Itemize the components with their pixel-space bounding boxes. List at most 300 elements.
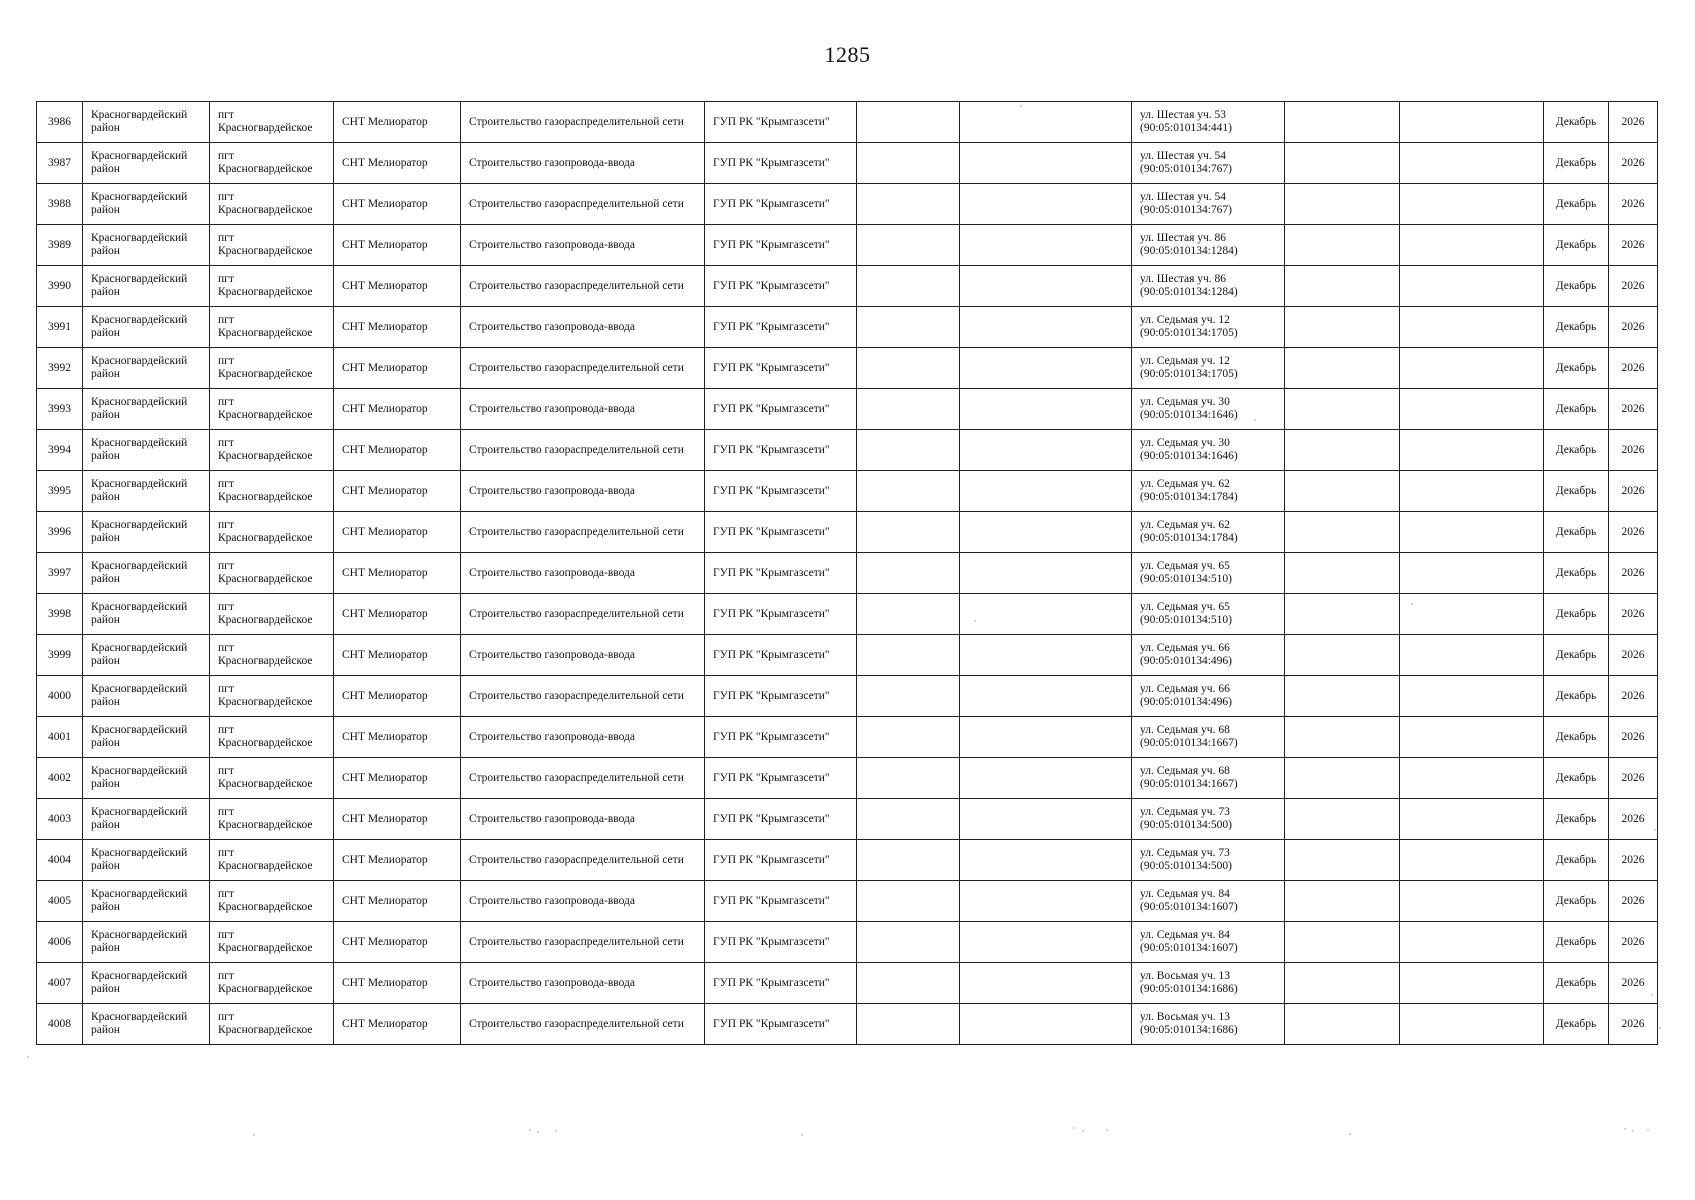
empty-cell xyxy=(857,963,960,1004)
settlement-cell: пгт Красногвардейское xyxy=(210,594,334,635)
year-cell: 2026 xyxy=(1609,799,1658,840)
empty-cell xyxy=(1285,225,1400,266)
page-number: 1285 xyxy=(824,42,871,67)
empty-cell xyxy=(857,307,960,348)
row-number: 4000 xyxy=(37,676,83,717)
district-cell: Красногвардейский район xyxy=(83,102,210,143)
empty-cell xyxy=(1285,512,1400,553)
month-cell: Декабрь xyxy=(1544,676,1609,717)
snt-cell: СНТ Мелиоратор xyxy=(334,1004,461,1045)
empty-cell xyxy=(1400,758,1544,799)
address-cell: ул. Седьмая уч. 62 (90:05:010134:1784) xyxy=(1132,512,1285,553)
empty-cell xyxy=(1400,963,1544,1004)
empty-cell xyxy=(960,758,1132,799)
settlement-cell: пгт Красногвардейское xyxy=(210,184,334,225)
table-row xyxy=(37,1004,1658,1045)
empty-cell xyxy=(1285,553,1400,594)
settlement-cell: пгт Красногвардейское xyxy=(210,676,334,717)
table-row xyxy=(37,389,1658,430)
snt-cell: СНТ Мелиоратор xyxy=(334,963,461,1004)
table-row xyxy=(37,184,1658,225)
empty-cell xyxy=(857,758,960,799)
month-cell: Декабрь xyxy=(1544,922,1609,963)
row-number: 3998 xyxy=(37,594,83,635)
month-cell: Декабрь xyxy=(1544,471,1609,512)
empty-cell xyxy=(1285,922,1400,963)
settlement-cell: пгт Красногвардейское xyxy=(210,1004,334,1045)
work-type-cell: Строительство газораспределительной сети xyxy=(461,758,705,799)
empty-cell xyxy=(1400,1004,1544,1045)
row-number: 3994 xyxy=(37,430,83,471)
row-number: 3999 xyxy=(37,635,83,676)
settlement-cell: пгт Красногвардейское xyxy=(210,635,334,676)
empty-cell xyxy=(857,225,960,266)
empty-cell xyxy=(857,717,960,758)
empty-cell xyxy=(1285,758,1400,799)
settlement-cell: пгт Красногвардейское xyxy=(210,512,334,553)
empty-cell xyxy=(1400,225,1544,266)
empty-cell xyxy=(1400,430,1544,471)
empty-cell xyxy=(857,840,960,881)
table-row xyxy=(37,881,1658,922)
row-number: 3993 xyxy=(37,389,83,430)
settlement-cell: пгт Красногвардейское xyxy=(210,102,334,143)
settlement-cell: пгт Красногвардейское xyxy=(210,471,334,512)
district-cell: Красногвардейский район xyxy=(83,184,210,225)
settlement-cell: пгт Красногвардейское xyxy=(210,348,334,389)
work-type-cell: Строительство газопровода-ввода xyxy=(461,471,705,512)
empty-cell xyxy=(960,348,1132,389)
empty-cell xyxy=(1285,594,1400,635)
work-type-cell: Строительство газораспределительной сети xyxy=(461,266,705,307)
work-type-cell: Строительство газораспределительной сети xyxy=(461,1004,705,1045)
year-cell: 2026 xyxy=(1609,840,1658,881)
row-number: 4005 xyxy=(37,881,83,922)
empty-cell xyxy=(960,799,1132,840)
empty-cell xyxy=(857,881,960,922)
work-type-cell: Строительство газопровода-ввода xyxy=(461,881,705,922)
address-cell: ул. Седьмая уч. 62 (90:05:010134:1784) xyxy=(1132,471,1285,512)
settlement-cell: пгт Красногвардейское xyxy=(210,389,334,430)
month-cell: Декабрь xyxy=(1544,553,1609,594)
address-cell: ул. Седьмая уч. 30 (90:05:010134:1646) xyxy=(1132,389,1285,430)
empty-cell xyxy=(960,553,1132,594)
empty-cell xyxy=(1400,307,1544,348)
empty-cell xyxy=(960,676,1132,717)
table-row xyxy=(37,512,1658,553)
empty-cell xyxy=(1285,840,1400,881)
settlement-cell: пгт Красногвардейское xyxy=(210,266,334,307)
table-row xyxy=(37,471,1658,512)
table-row xyxy=(37,676,1658,717)
empty-cell xyxy=(1400,717,1544,758)
month-cell: Декабрь xyxy=(1544,881,1609,922)
snt-cell: СНТ Мелиоратор xyxy=(334,512,461,553)
settlement-cell: пгт Красногвардейское xyxy=(210,717,334,758)
table-row xyxy=(37,102,1658,143)
settlement-cell: пгт Красногвардейское xyxy=(210,553,334,594)
address-cell: ул. Седьмая уч. 66 (90:05:010134:496) xyxy=(1132,635,1285,676)
organization-cell: ГУП РК "Крымгазсети" xyxy=(705,102,857,143)
address-cell: ул. Седьмая уч. 65 (90:05:010134:510) xyxy=(1132,594,1285,635)
district-cell: Красногвардейский район xyxy=(83,758,210,799)
month-cell: Декабрь xyxy=(1544,307,1609,348)
empty-cell xyxy=(1285,430,1400,471)
row-number: 3991 xyxy=(37,307,83,348)
district-cell: Красногвардейский район xyxy=(83,143,210,184)
year-cell: 2026 xyxy=(1609,594,1658,635)
work-type-cell: Строительство газораспределительной сети xyxy=(461,594,705,635)
empty-cell xyxy=(1285,184,1400,225)
month-cell: Декабрь xyxy=(1544,184,1609,225)
settlement-cell: пгт Красногвардейское xyxy=(210,840,334,881)
table-row xyxy=(37,307,1658,348)
year-cell: 2026 xyxy=(1609,676,1658,717)
empty-cell xyxy=(960,922,1132,963)
empty-cell xyxy=(960,963,1132,1004)
work-type-cell: Строительство газораспределительной сети xyxy=(461,676,705,717)
empty-cell xyxy=(857,102,960,143)
district-cell: Красногвардейский район xyxy=(83,635,210,676)
row-number: 3990 xyxy=(37,266,83,307)
work-type-cell: Строительство газораспределительной сети xyxy=(461,348,705,389)
district-cell: Красногвардейский район xyxy=(83,553,210,594)
settlement-cell: пгт Красногвардейское xyxy=(210,881,334,922)
work-type-cell: Строительство газопровода-ввода xyxy=(461,553,705,594)
row-number: 4007 xyxy=(37,963,83,1004)
row-number: 3989 xyxy=(37,225,83,266)
address-cell: ул. Шестая уч. 54 (90:05:010134:767) xyxy=(1132,143,1285,184)
table-row xyxy=(37,635,1658,676)
year-cell: 2026 xyxy=(1609,512,1658,553)
empty-cell xyxy=(857,922,960,963)
month-cell: Декабрь xyxy=(1544,594,1609,635)
address-cell: ул. Шестая уч. 86 (90:05:010134:1284) xyxy=(1132,225,1285,266)
empty-cell xyxy=(1285,266,1400,307)
address-cell: ул. Шестая уч. 86 (90:05:010134:1284) xyxy=(1132,266,1285,307)
work-type-cell: Строительство газопровода-ввода xyxy=(461,225,705,266)
table-row xyxy=(37,799,1658,840)
district-cell: Красногвардейский район xyxy=(83,922,210,963)
year-cell: 2026 xyxy=(1609,1004,1658,1045)
empty-cell xyxy=(960,307,1132,348)
empty-cell xyxy=(857,512,960,553)
row-number: 4003 xyxy=(37,799,83,840)
year-cell: 2026 xyxy=(1609,717,1658,758)
organization-cell: ГУП РК "Крымгазсети" xyxy=(705,430,857,471)
month-cell: Декабрь xyxy=(1544,840,1609,881)
empty-cell xyxy=(1285,635,1400,676)
year-cell: 2026 xyxy=(1609,430,1658,471)
empty-cell xyxy=(960,594,1132,635)
empty-cell xyxy=(960,717,1132,758)
organization-cell: ГУП РК "Крымгазсети" xyxy=(705,553,857,594)
snt-cell: СНТ Мелиоратор xyxy=(334,758,461,799)
address-cell: ул. Седьмая уч. 68 (90:05:010134:1667) xyxy=(1132,758,1285,799)
empty-cell xyxy=(960,1004,1132,1045)
snt-cell: СНТ Мелиоратор xyxy=(334,553,461,594)
snt-cell: СНТ Мелиоратор xyxy=(334,389,461,430)
month-cell: Декабрь xyxy=(1544,512,1609,553)
snt-cell: СНТ Мелиоратор xyxy=(334,881,461,922)
row-number: 3987 xyxy=(37,143,83,184)
organization-cell: ГУП РК "Крымгазсети" xyxy=(705,635,857,676)
district-cell: Красногвардейский район xyxy=(83,389,210,430)
organization-cell: ГУП РК "Крымгазсети" xyxy=(705,512,857,553)
snt-cell: СНТ Мелиоратор xyxy=(334,143,461,184)
empty-cell xyxy=(960,430,1132,471)
empty-cell xyxy=(857,430,960,471)
empty-cell xyxy=(857,143,960,184)
row-number: 4008 xyxy=(37,1004,83,1045)
table-row xyxy=(37,430,1658,471)
work-type-cell: Строительство газопровода-ввода xyxy=(461,799,705,840)
year-cell: 2026 xyxy=(1609,348,1658,389)
empty-cell xyxy=(1285,963,1400,1004)
snt-cell: СНТ Мелиоратор xyxy=(334,430,461,471)
row-number: 3986 xyxy=(37,102,83,143)
empty-cell xyxy=(960,389,1132,430)
settlement-cell: пгт Красногвардейское xyxy=(210,307,334,348)
table-row xyxy=(37,225,1658,266)
empty-cell xyxy=(1400,266,1544,307)
work-type-cell: Строительство газораспределительной сети xyxy=(461,512,705,553)
address-cell: ул. Седьмая уч. 66 (90:05:010134:496) xyxy=(1132,676,1285,717)
organization-cell: ГУП РК "Крымгазсети" xyxy=(705,758,857,799)
snt-cell: СНТ Мелиоратор xyxy=(334,225,461,266)
empty-cell xyxy=(960,840,1132,881)
month-cell: Декабрь xyxy=(1544,1004,1609,1045)
snt-cell: СНТ Мелиоратор xyxy=(334,717,461,758)
empty-cell xyxy=(1400,471,1544,512)
address-cell: ул. Седьмая уч. 68 (90:05:010134:1667) xyxy=(1132,717,1285,758)
year-cell: 2026 xyxy=(1609,184,1658,225)
table-row xyxy=(37,553,1658,594)
settlement-cell: пгт Красногвардейское xyxy=(210,430,334,471)
snt-cell: СНТ Мелиоратор xyxy=(334,676,461,717)
work-type-cell: Строительство газораспределительной сети xyxy=(461,184,705,225)
settlement-cell: пгт Красногвардейское xyxy=(210,922,334,963)
work-type-cell: Строительство газопровода-ввода xyxy=(461,963,705,1004)
work-type-cell: Строительство газораспределительной сети xyxy=(461,102,705,143)
table-row xyxy=(37,594,1658,635)
table-row xyxy=(37,348,1658,389)
registry-table xyxy=(36,101,1658,1045)
empty-cell xyxy=(1400,922,1544,963)
organization-cell: ГУП РК "Крымгазсети" xyxy=(705,389,857,430)
table-row xyxy=(37,717,1658,758)
month-cell: Декабрь xyxy=(1544,717,1609,758)
organization-cell: ГУП РК "Крымгазсети" xyxy=(705,799,857,840)
empty-cell xyxy=(1400,676,1544,717)
year-cell: 2026 xyxy=(1609,143,1658,184)
table-row xyxy=(37,922,1658,963)
row-number: 3997 xyxy=(37,553,83,594)
table-row xyxy=(37,963,1658,1004)
year-cell: 2026 xyxy=(1609,553,1658,594)
month-cell: Декабрь xyxy=(1544,758,1609,799)
work-type-cell: Строительство газопровода-ввода xyxy=(461,635,705,676)
snt-cell: СНТ Мелиоратор xyxy=(334,348,461,389)
empty-cell xyxy=(1285,143,1400,184)
snt-cell: СНТ Мелиоратор xyxy=(334,922,461,963)
empty-cell xyxy=(960,512,1132,553)
district-cell: Красногвардейский район xyxy=(83,471,210,512)
empty-cell xyxy=(1400,553,1544,594)
empty-cell xyxy=(1285,348,1400,389)
empty-cell xyxy=(960,184,1132,225)
organization-cell: ГУП РК "Крымгазсети" xyxy=(705,881,857,922)
empty-cell xyxy=(857,266,960,307)
district-cell: Красногвардейский район xyxy=(83,840,210,881)
empty-cell xyxy=(960,881,1132,922)
row-number: 4001 xyxy=(37,717,83,758)
district-cell: Красногвардейский район xyxy=(83,225,210,266)
district-cell: Красногвардейский район xyxy=(83,430,210,471)
empty-cell xyxy=(857,471,960,512)
table-row xyxy=(37,266,1658,307)
row-number: 4006 xyxy=(37,922,83,963)
month-cell: Декабрь xyxy=(1544,102,1609,143)
year-cell: 2026 xyxy=(1609,102,1658,143)
month-cell: Декабрь xyxy=(1544,348,1609,389)
year-cell: 2026 xyxy=(1609,307,1658,348)
address-cell: ул. Восьмая уч. 13 (90:05:010134:1686) xyxy=(1132,963,1285,1004)
snt-cell: СНТ Мелиоратор xyxy=(334,840,461,881)
empty-cell xyxy=(857,348,960,389)
snt-cell: СНТ Мелиоратор xyxy=(334,102,461,143)
organization-cell: ГУП РК "Крымгазсети" xyxy=(705,471,857,512)
empty-cell xyxy=(1400,348,1544,389)
empty-cell xyxy=(857,389,960,430)
district-cell: Красногвардейский район xyxy=(83,307,210,348)
address-cell: ул. Седьмая уч. 30 (90:05:010134:1646) xyxy=(1132,430,1285,471)
district-cell: Красногвардейский район xyxy=(83,676,210,717)
empty-cell xyxy=(857,635,960,676)
district-cell: Красногвардейский район xyxy=(83,348,210,389)
organization-cell: ГУП РК "Крымгазсети" xyxy=(705,225,857,266)
year-cell: 2026 xyxy=(1609,635,1658,676)
month-cell: Декабрь xyxy=(1544,266,1609,307)
empty-cell xyxy=(1285,799,1400,840)
address-cell: ул. Седьмая уч. 84 (90:05:010134:1607) xyxy=(1132,881,1285,922)
year-cell: 2026 xyxy=(1609,758,1658,799)
month-cell: Декабрь xyxy=(1544,635,1609,676)
district-cell: Красногвардейский район xyxy=(83,266,210,307)
snt-cell: СНТ Мелиоратор xyxy=(334,471,461,512)
month-cell: Декабрь xyxy=(1544,799,1609,840)
organization-cell: ГУП РК "Крымгазсети" xyxy=(705,1004,857,1045)
row-number: 4002 xyxy=(37,758,83,799)
empty-cell xyxy=(1400,799,1544,840)
table-row xyxy=(37,143,1658,184)
district-cell: Красногвардейский район xyxy=(83,1004,210,1045)
organization-cell: ГУП РК "Крымгазсети" xyxy=(705,840,857,881)
row-number: 3996 xyxy=(37,512,83,553)
organization-cell: ГУП РК "Крымгазсети" xyxy=(705,594,857,635)
empty-cell xyxy=(960,225,1132,266)
district-cell: Красногвардейский район xyxy=(83,717,210,758)
table-row xyxy=(37,758,1658,799)
snt-cell: СНТ Мелиоратор xyxy=(334,594,461,635)
month-cell: Декабрь xyxy=(1544,430,1609,471)
address-cell: ул. Седьмая уч. 73 (90:05:010134:500) xyxy=(1132,840,1285,881)
district-cell: Красногвардейский район xyxy=(83,799,210,840)
empty-cell xyxy=(1285,307,1400,348)
table-row xyxy=(37,840,1658,881)
settlement-cell: пгт Красногвардейское xyxy=(210,799,334,840)
snt-cell: СНТ Мелиоратор xyxy=(334,184,461,225)
month-cell: Декабрь xyxy=(1544,143,1609,184)
month-cell: Декабрь xyxy=(1544,225,1609,266)
empty-cell xyxy=(960,102,1132,143)
address-cell: ул. Седьмая уч. 12 (90:05:010134:1705) xyxy=(1132,307,1285,348)
row-number: 3992 xyxy=(37,348,83,389)
empty-cell xyxy=(1285,389,1400,430)
address-cell: ул. Седьмая уч. 84 (90:05:010134:1607) xyxy=(1132,922,1285,963)
empty-cell xyxy=(960,143,1132,184)
settlement-cell: пгт Красногвардейское xyxy=(210,143,334,184)
empty-cell xyxy=(857,1004,960,1045)
row-number: 3988 xyxy=(37,184,83,225)
empty-cell xyxy=(1285,471,1400,512)
empty-cell xyxy=(1285,717,1400,758)
organization-cell: ГУП РК "Крымгазсети" xyxy=(705,348,857,389)
address-cell: ул. Седьмая уч. 73 (90:05:010134:500) xyxy=(1132,799,1285,840)
year-cell: 2026 xyxy=(1609,881,1658,922)
empty-cell xyxy=(1285,102,1400,143)
organization-cell: ГУП РК "Крымгазсети" xyxy=(705,963,857,1004)
year-cell: 2026 xyxy=(1609,389,1658,430)
empty-cell xyxy=(1285,676,1400,717)
empty-cell xyxy=(1400,143,1544,184)
address-cell: ул. Шестая уч. 53 (90:05:010134:441) xyxy=(1132,102,1285,143)
year-cell: 2026 xyxy=(1609,922,1658,963)
settlement-cell: пгт Красногвардейское xyxy=(210,225,334,266)
empty-cell xyxy=(857,553,960,594)
work-type-cell: Строительство газопровода-ввода xyxy=(461,717,705,758)
empty-cell xyxy=(1400,635,1544,676)
address-cell: ул. Шестая уч. 54 (90:05:010134:767) xyxy=(1132,184,1285,225)
empty-cell xyxy=(960,471,1132,512)
district-cell: Красногвардейский район xyxy=(83,881,210,922)
empty-cell xyxy=(1400,184,1544,225)
empty-cell xyxy=(1400,102,1544,143)
organization-cell: ГУП РК "Крымгазсети" xyxy=(705,143,857,184)
snt-cell: СНТ Мелиоратор xyxy=(334,635,461,676)
year-cell: 2026 xyxy=(1609,266,1658,307)
work-type-cell: Строительство газораспределительной сети xyxy=(461,922,705,963)
organization-cell: ГУП РК "Крымгазсети" xyxy=(705,922,857,963)
address-cell: ул. Седьмая уч. 65 (90:05:010134:510) xyxy=(1132,553,1285,594)
district-cell: Красногвардейский район xyxy=(83,963,210,1004)
year-cell: 2026 xyxy=(1609,963,1658,1004)
empty-cell xyxy=(1400,594,1544,635)
work-type-cell: Строительство газопровода-ввода xyxy=(461,143,705,184)
work-type-cell: Строительство газораспределительной сети xyxy=(461,430,705,471)
empty-cell xyxy=(857,184,960,225)
snt-cell: СНТ Мелиоратор xyxy=(334,307,461,348)
empty-cell xyxy=(1400,881,1544,922)
snt-cell: СНТ Мелиоратор xyxy=(334,266,461,307)
organization-cell: ГУП РК "Крымгазсети" xyxy=(705,717,857,758)
district-cell: Красногвардейский район xyxy=(83,594,210,635)
empty-cell xyxy=(1400,389,1544,430)
empty-cell xyxy=(857,799,960,840)
work-type-cell: Строительство газопровода-ввода xyxy=(461,389,705,430)
empty-cell xyxy=(1285,1004,1400,1045)
work-type-cell: Строительство газопровода-ввода xyxy=(461,307,705,348)
